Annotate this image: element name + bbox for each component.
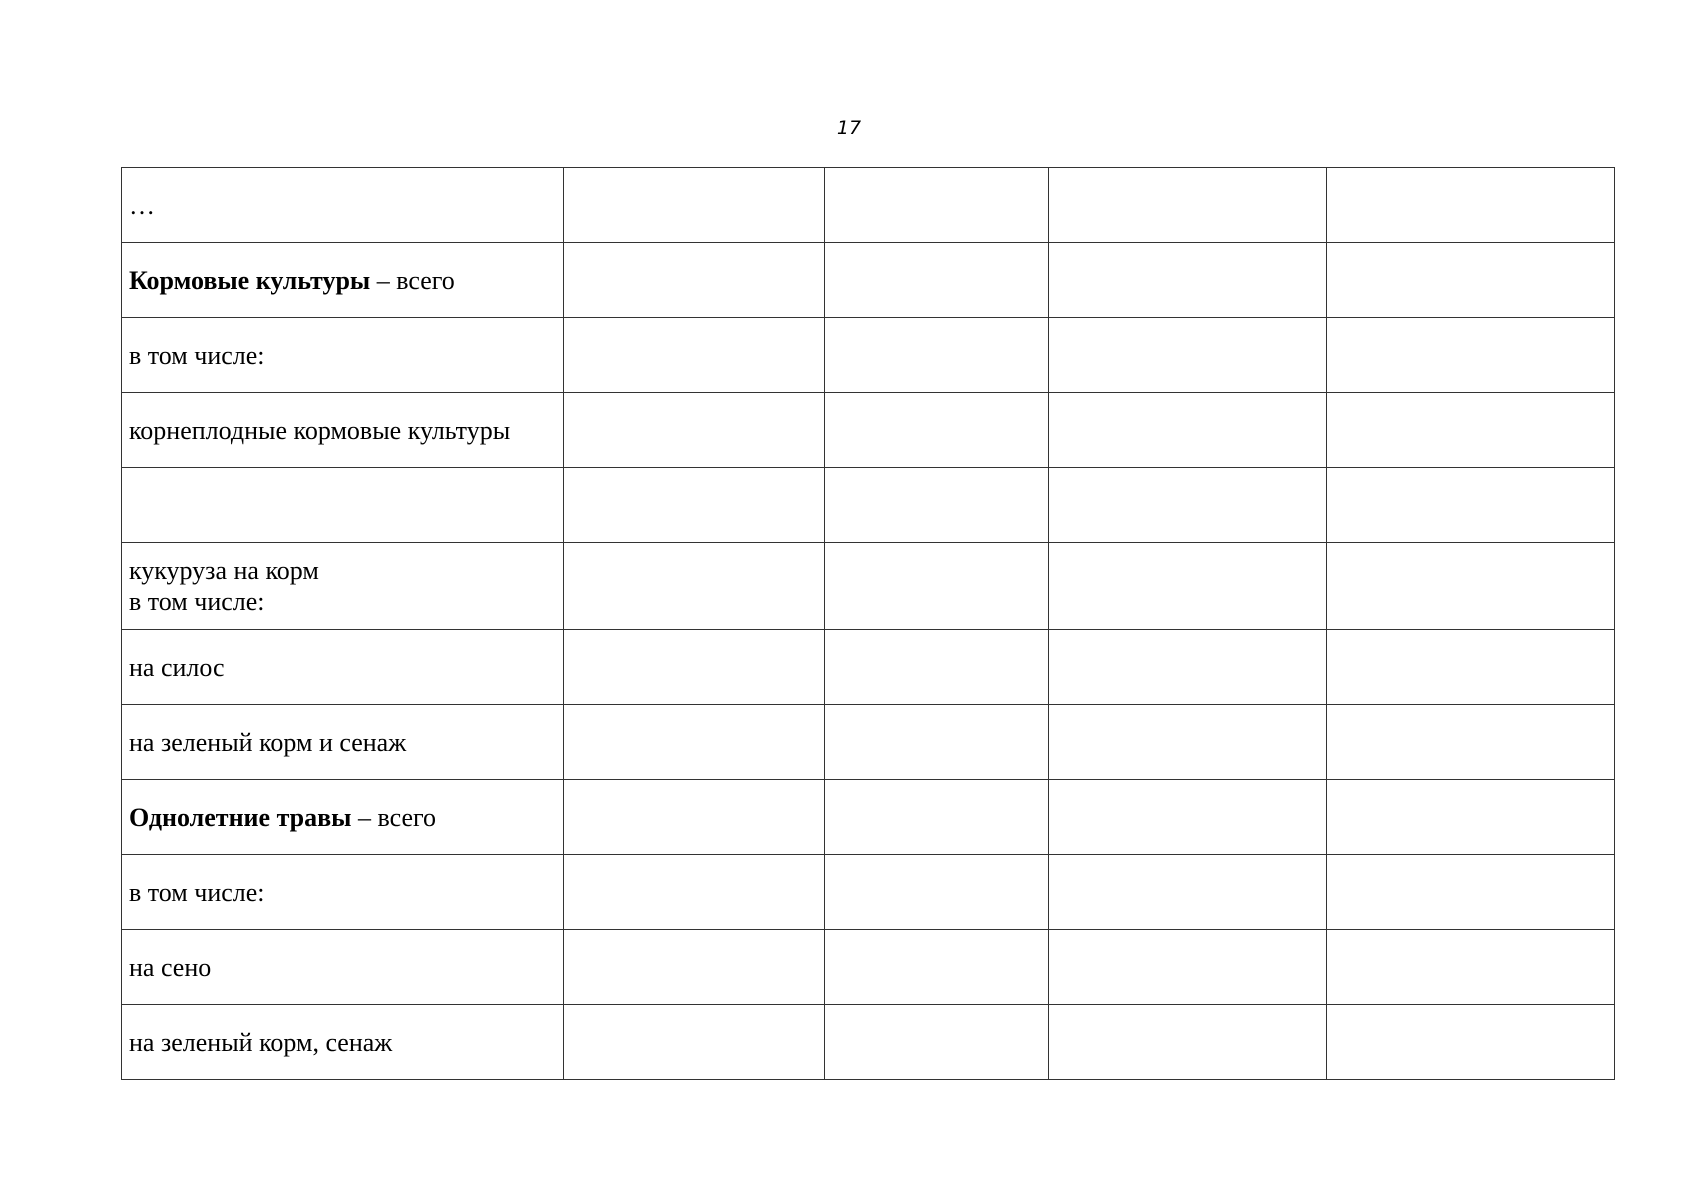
empty-value-cell [564, 468, 825, 543]
empty-value-cell [1049, 630, 1327, 705]
empty-value-cell [1049, 468, 1327, 543]
empty-value-cell [564, 543, 825, 630]
row-label-cell [122, 318, 564, 393]
empty-value-cell [824, 930, 1049, 1005]
row-label [129, 190, 563, 221]
empty-value-cell [1327, 393, 1615, 468]
empty-value-cell [564, 168, 825, 243]
row-label-cell [122, 630, 564, 705]
empty-value-cell [1049, 1005, 1327, 1080]
row-label-cell [122, 705, 564, 780]
table-row [122, 468, 1615, 543]
table-row [122, 1005, 1615, 1080]
table-row [122, 855, 1615, 930]
empty-value-cell [564, 1005, 825, 1080]
row-label [129, 1027, 563, 1058]
row-label-text: в том числе: [129, 340, 265, 370]
empty-value-cell [824, 393, 1049, 468]
row-label-cell [122, 168, 564, 243]
empty-value-cell [1049, 318, 1327, 393]
empty-value-cell [1327, 318, 1615, 393]
row-label-cell [122, 243, 564, 318]
row-label [129, 415, 563, 446]
table-row [122, 630, 1615, 705]
row-label-cell [122, 930, 564, 1005]
empty-value-cell [564, 930, 825, 1005]
empty-value-cell [1049, 855, 1327, 930]
table-row [122, 318, 1615, 393]
empty-value-cell [824, 318, 1049, 393]
empty-value-cell [824, 243, 1049, 318]
row-label [129, 555, 563, 586]
empty-value-cell [1049, 393, 1327, 468]
empty-value-cell [824, 780, 1049, 855]
row-label-text: на зеленый корм, сенаж [129, 1027, 393, 1057]
table-row [122, 543, 1615, 630]
empty-value-cell [824, 1005, 1049, 1080]
empty-value-cell [1049, 168, 1327, 243]
empty-value-cell [564, 855, 825, 930]
empty-value-cell [824, 630, 1049, 705]
page-number: 17 [836, 117, 862, 139]
empty-value-cell [1327, 630, 1615, 705]
row-label [129, 802, 563, 833]
table-row [122, 168, 1615, 243]
empty-value-cell [1327, 468, 1615, 543]
empty-value-cell [564, 393, 825, 468]
row-label-text: корнеплодные кормовые культуры [129, 415, 511, 445]
row-label [129, 952, 563, 983]
empty-value-cell [564, 243, 825, 318]
empty-value-cell [1049, 705, 1327, 780]
row-label-cell [122, 780, 564, 855]
table-row [122, 780, 1615, 855]
row-label [129, 652, 563, 683]
row-label-text: в том числе: [129, 877, 265, 907]
row-label-bold: Однолетние травы [129, 802, 352, 832]
row-label-text: кукуруза на корм [129, 556, 319, 585]
empty-value-cell [824, 855, 1049, 930]
row-label-cell [122, 543, 564, 630]
empty-value-cell [824, 168, 1049, 243]
empty-value-cell [1327, 705, 1615, 780]
table-body [122, 168, 1615, 1080]
row-label-text: на зеленый корм и сенаж [129, 727, 407, 757]
data-table [121, 167, 1615, 1080]
row-label-second-line: в том числе: [129, 587, 265, 616]
empty-value-cell [564, 705, 825, 780]
table-row [122, 393, 1615, 468]
empty-value-cell [1327, 168, 1615, 243]
empty-value-cell [1327, 780, 1615, 855]
empty-value-cell [564, 780, 825, 855]
empty-value-cell [824, 543, 1049, 630]
row-label-cell [122, 393, 564, 468]
empty-value-cell [824, 705, 1049, 780]
row-label [129, 265, 563, 296]
row-label-bold: Кормовые культуры [129, 265, 371, 295]
empty-value-cell [1049, 543, 1327, 630]
empty-value-cell [564, 318, 825, 393]
row-label-text: на сено [129, 952, 212, 982]
empty-value-cell [1049, 930, 1327, 1005]
row-label-text: … [129, 190, 155, 220]
empty-value-cell [824, 468, 1049, 543]
row-label-cell [122, 1005, 564, 1080]
table-row [122, 705, 1615, 780]
row-label [129, 340, 563, 371]
row-label [129, 877, 563, 908]
empty-value-cell [1049, 243, 1327, 318]
empty-value-cell [564, 630, 825, 705]
empty-value-cell [1327, 543, 1615, 630]
empty-value-cell [1049, 780, 1327, 855]
row-label-cell [122, 855, 564, 930]
table-row [122, 930, 1615, 1005]
row-label-cell [122, 468, 564, 543]
row-label-text: на силос [129, 652, 225, 682]
table-row [122, 243, 1615, 318]
row-label-text: – всего [351, 802, 437, 832]
row-label-text: – всего [370, 265, 455, 295]
empty-value-cell [1327, 1005, 1615, 1080]
empty-value-cell [1327, 855, 1615, 930]
empty-value-cell [1327, 930, 1615, 1005]
row-label [129, 727, 563, 758]
empty-value-cell [1327, 243, 1615, 318]
